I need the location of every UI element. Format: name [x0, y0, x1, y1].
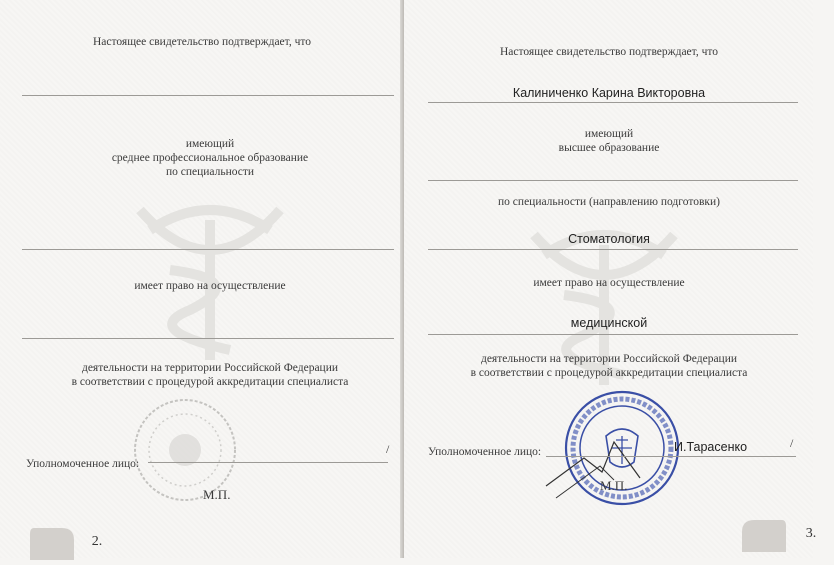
- page-number: 3.: [805, 526, 817, 541]
- certificate-heading: Настоящее свидетельство подтверждает, что: [499, 46, 718, 58]
- seal-label: М.П.: [600, 478, 628, 493]
- activity-type-line: [22, 338, 394, 339]
- holder-line-1: имеющий: [185, 138, 235, 150]
- signatory-name: И.Тарасенко: [674, 440, 748, 454]
- authorized-signature-line: [148, 462, 388, 463]
- slash-mark: /: [386, 442, 390, 456]
- slash-mark: /: [790, 436, 794, 450]
- left-page: [0, 0, 404, 558]
- activity-line-1: деятельности на территории Российской Федерации: [480, 353, 738, 365]
- holder-line-3: по специальности: [165, 166, 255, 178]
- holder-line-2: высшее образование: [558, 142, 660, 154]
- authorized-signature-line: [546, 456, 796, 457]
- holder-name-line: [428, 102, 798, 103]
- authorized-person-label: Уполномоченное лицо:: [428, 446, 542, 458]
- bowl-of-hygieia-watermark-icon: [110, 150, 310, 380]
- specialty-line: [22, 249, 394, 250]
- activity-type-line: [428, 334, 798, 335]
- page-number: 2.: [91, 534, 103, 549]
- page-number-badge: [742, 518, 817, 552]
- right-to-text: имеет право на осуществление: [134, 280, 286, 292]
- right-page: [404, 0, 817, 558]
- holder-name: Калиниченко Карина Викторовна: [512, 86, 706, 100]
- activity-type-value: медицинской: [570, 316, 648, 330]
- education-line: [428, 180, 798, 181]
- specialty-value: Стоматология: [568, 232, 650, 246]
- authorized-person-label: Уполномоченное лицо:: [26, 458, 140, 470]
- activity-line-2: в соответствии с процедурой аккредитации специалиста: [470, 367, 748, 379]
- holder-line-2: среднее профессиональное образование: [111, 152, 309, 164]
- right-to-text: имеет право на осуществление: [533, 277, 685, 289]
- holder-name-line: [22, 95, 394, 96]
- seal-label: М.П.: [203, 487, 231, 502]
- specialty-label: по специальности (направлению подготовки): [498, 196, 720, 208]
- activity-line-1: деятельности на территории Российской Федерации: [81, 362, 339, 374]
- holder-line-1: имеющий: [584, 128, 634, 140]
- activity-line-2: в соответствии с процедурой аккредитации специалиста: [71, 376, 349, 388]
- page-number-badge: [28, 526, 103, 560]
- certificate-heading: Настоящее свидетельство подтверждает, что: [92, 36, 311, 48]
- specialty-line: [428, 249, 798, 250]
